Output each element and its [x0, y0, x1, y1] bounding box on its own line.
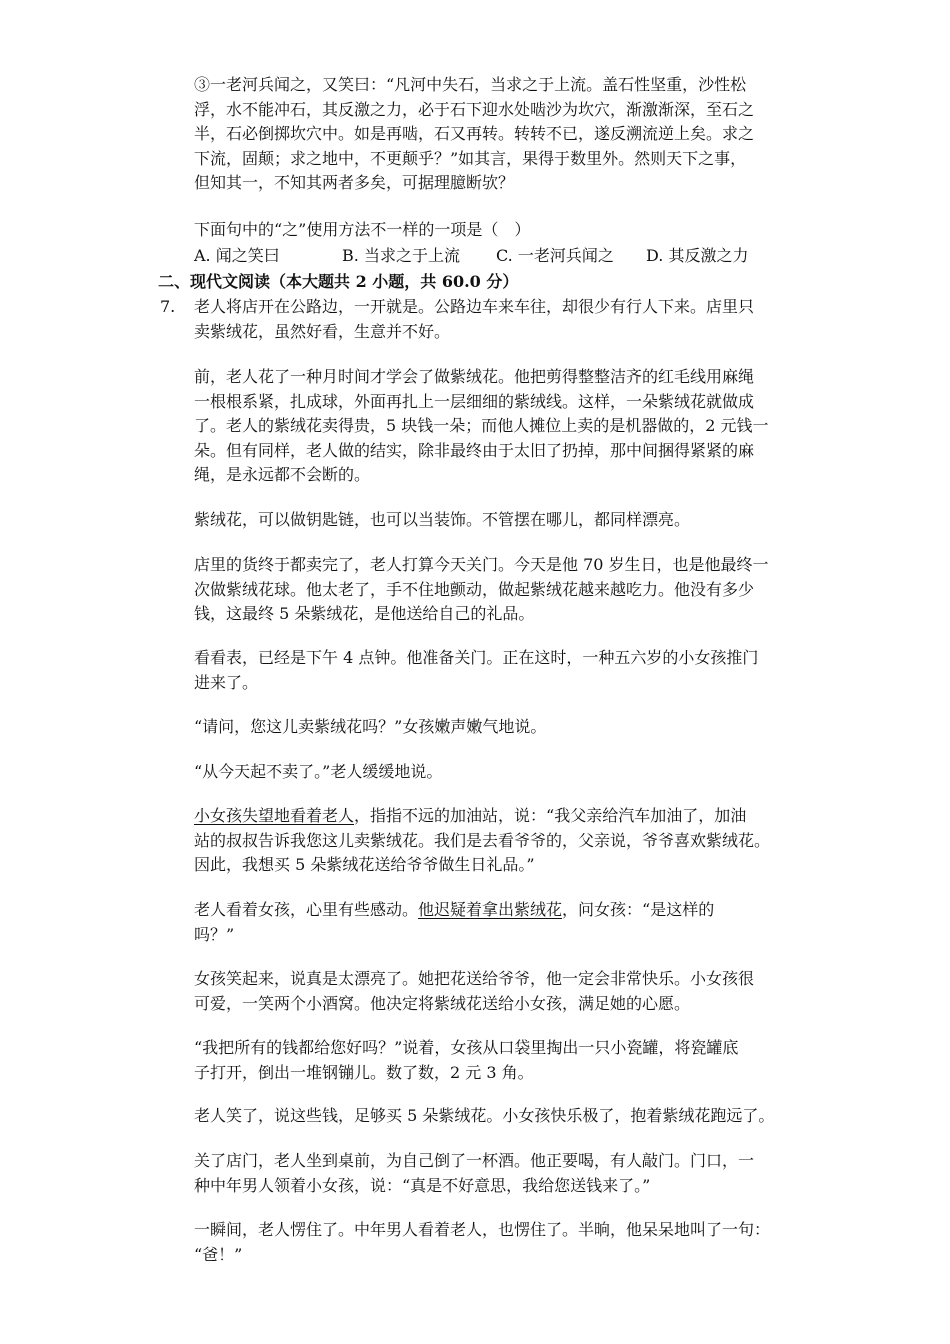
paragraph-line: 可爱，一笑两个小酒窝。他决定将紫绒花送给小女孩，满足她的心愿。 — [194, 993, 691, 1013]
paragraph-line: 次做紫绒花球。他太老了，手不住地颤动，做起紫绒花越来越吃力。他没有多少 — [194, 579, 755, 599]
underlined-phrase: 小女孩失望地看着老人 — [194, 806, 355, 825]
paragraph-line: 因此，我想买 5 朵紫绒花送给爷爷做生日礼品。” — [194, 855, 535, 875]
option-label: A. — [194, 246, 211, 265]
paragraph-line: “爸！” — [194, 1244, 243, 1264]
paragraph-line: 老人将店开在公路边，一开就是。公路边车来车往，却很少有行人下来。店里只 — [194, 297, 755, 316]
paragraph — [194, 295, 794, 344]
paragraph — [194, 646, 794, 695]
option-label: D. — [646, 246, 664, 265]
paragraph-line: 看看表，已经是下午 4 点钟。他准备关门。正在这时，一种五六岁的小女孩推门 — [194, 648, 759, 667]
answer-options — [194, 244, 794, 268]
paragraph-line: “请问，您这儿卖紫绒花吗？”女孩嫩声嫩气地说。 — [194, 717, 547, 736]
paragraph — [194, 967, 794, 1016]
option-label: B. — [342, 246, 359, 265]
option-text: 其反激之力 — [668, 246, 749, 265]
option-text: 当求之于上流 — [363, 246, 460, 265]
paragraph — [194, 715, 794, 740]
paragraph-text: 老人看着女孩，心里有些感动。 — [194, 900, 419, 919]
paragraph — [194, 1036, 794, 1085]
paragraph-line: 前，老人花了一种月时间才学会了做紫绒花。他把剪得整整洁齐的红毛线用麻绳 — [194, 367, 755, 386]
paragraph — [194, 365, 794, 488]
paragraph-line: 进来了。 — [194, 672, 259, 692]
paragraph-line: 女孩笑起来，说真是太漂亮了。她把花送给爷爷，他一定会非常快乐。小女孩很 — [194, 969, 755, 988]
paragraph-line: 卖紫绒花，虽然好看，生意并不好。 — [194, 321, 451, 341]
passage-line: 但知其一，不知其两者多矣，可据理臆断欤？ — [194, 173, 515, 193]
paragraph-line: 种中年男人领着小女孩，说：“真是不好意思，我给您送钱来了。” — [194, 1175, 651, 1195]
passage-line: 浮，水不能冲石，其反激之力，必于石下迎水处啮沙为坎穴，渐激渐深，至石之 — [194, 99, 755, 119]
paragraph-line: 紫绒花，可以做钥匙链，也可以当装饰。不管摆在哪儿，都同样漂亮。 — [194, 510, 691, 529]
paragraph — [194, 1104, 794, 1129]
option-d[interactable] — [646, 244, 748, 268]
passage-line: ③一老河兵闻之，又笑曰：“凡河中失石，当求之于上流。盖石性坚重，沙性松 — [194, 75, 747, 94]
option-text: 一老河兵闻之 — [517, 246, 614, 265]
paragraph-text: ，问女孩：“是这样的 — [562, 900, 715, 919]
passage-line: 下流，固颠；求之地中，不更颠乎？”如其言，果得于数里外。然则天下之事， — [194, 148, 747, 168]
option-b[interactable] — [342, 244, 460, 268]
question-number: 7. — [160, 297, 176, 316]
paragraph-line: 一根根系紧，扎成球，外面再扎上一层细细的紫绒线。这样，一朵紫绒花就做成 — [194, 391, 755, 411]
paragraph — [194, 804, 794, 878]
paragraph — [194, 553, 794, 627]
paragraph-line: “我把所有的钱都给您好吗？”说着，女孩从口袋里掏出一只小瓷罐，将瓷罐底 — [194, 1038, 739, 1057]
option-c[interactable] — [496, 244, 614, 268]
paragraph-line: 朵。但有同样，老人做的结实，除非最终由于太旧了扔掉，那中间捆得紧紧的麻 — [194, 440, 755, 460]
paragraph-line — [194, 898, 794, 923]
question-stem-text: 下面句中的“之”使用方法不一样的一项是（ ） — [194, 220, 531, 239]
option-label: C. — [496, 246, 513, 265]
underlined-phrase: 他迟疑着拿出紫绒花 — [418, 900, 563, 919]
paragraph — [194, 508, 794, 533]
option-text: 闻之笑曰 — [215, 246, 280, 265]
paragraph — [194, 898, 794, 947]
section-heading: 二、现代文阅读（本大题共 2 小题，共 60.0 分） — [158, 272, 519, 291]
paragraph-line: 了。老人的紫绒花卖得贵，5 块钱一朵；而他人摊位上卖的是机器做的，2 元钱一 — [194, 416, 769, 436]
paragraph — [194, 760, 794, 785]
paragraph-line: 绳，是永远都不会断的。 — [194, 465, 371, 485]
passage-3 — [194, 73, 794, 196]
paragraph-line: 老人笑了，说这些钱，足够买 5 朵紫绒花。小女孩快乐极了，抱着紫绒花跑远了。 — [194, 1106, 775, 1125]
paragraph-line: 吗？” — [194, 924, 235, 944]
paragraph — [194, 1149, 794, 1198]
passage-line: 半，石必倒掷坎穴中。如是再啮，石又再转。转转不已，遂反溯流逆上矣。求之 — [194, 124, 755, 144]
paragraph-line: 子打开，倒出一堆钢镚儿。数了数，2 元 3 角。 — [194, 1062, 534, 1082]
paragraph-line: “从今天起不卖了。”老人缓缓地说。 — [194, 762, 443, 781]
paragraph-line — [194, 804, 794, 829]
paragraph-text: ，指指不远的加油站，说：“我父亲给汽车加油了，加油 — [354, 806, 747, 825]
paragraph — [194, 1218, 794, 1267]
paragraph-line: 店里的货终于都卖完了，老人打算今天关门。今天是他 70 岁生日，也是他最终一 — [194, 555, 769, 574]
paragraph-line: 关了店门，老人坐到桌前，为自己倒了一杯酒。他正要喝，有人敲门。门口，一 — [194, 1151, 755, 1170]
question-stem — [194, 218, 794, 243]
option-a[interactable] — [194, 244, 280, 268]
paragraph-line: 一瞬间，老人愣住了。中年男人看着老人，也愣住了。半晌，他呆呆地叫了一句： — [194, 1220, 771, 1239]
paragraph-line: 钱，这最终 5 朵紫绒花，是他送给自己的礼品。 — [194, 604, 535, 624]
paragraph-line: 站的叔叔告诉我您这儿卖紫绒花。我们是去看爷爷的，父亲说，爷爷喜欢紫绒花。 — [194, 830, 771, 850]
